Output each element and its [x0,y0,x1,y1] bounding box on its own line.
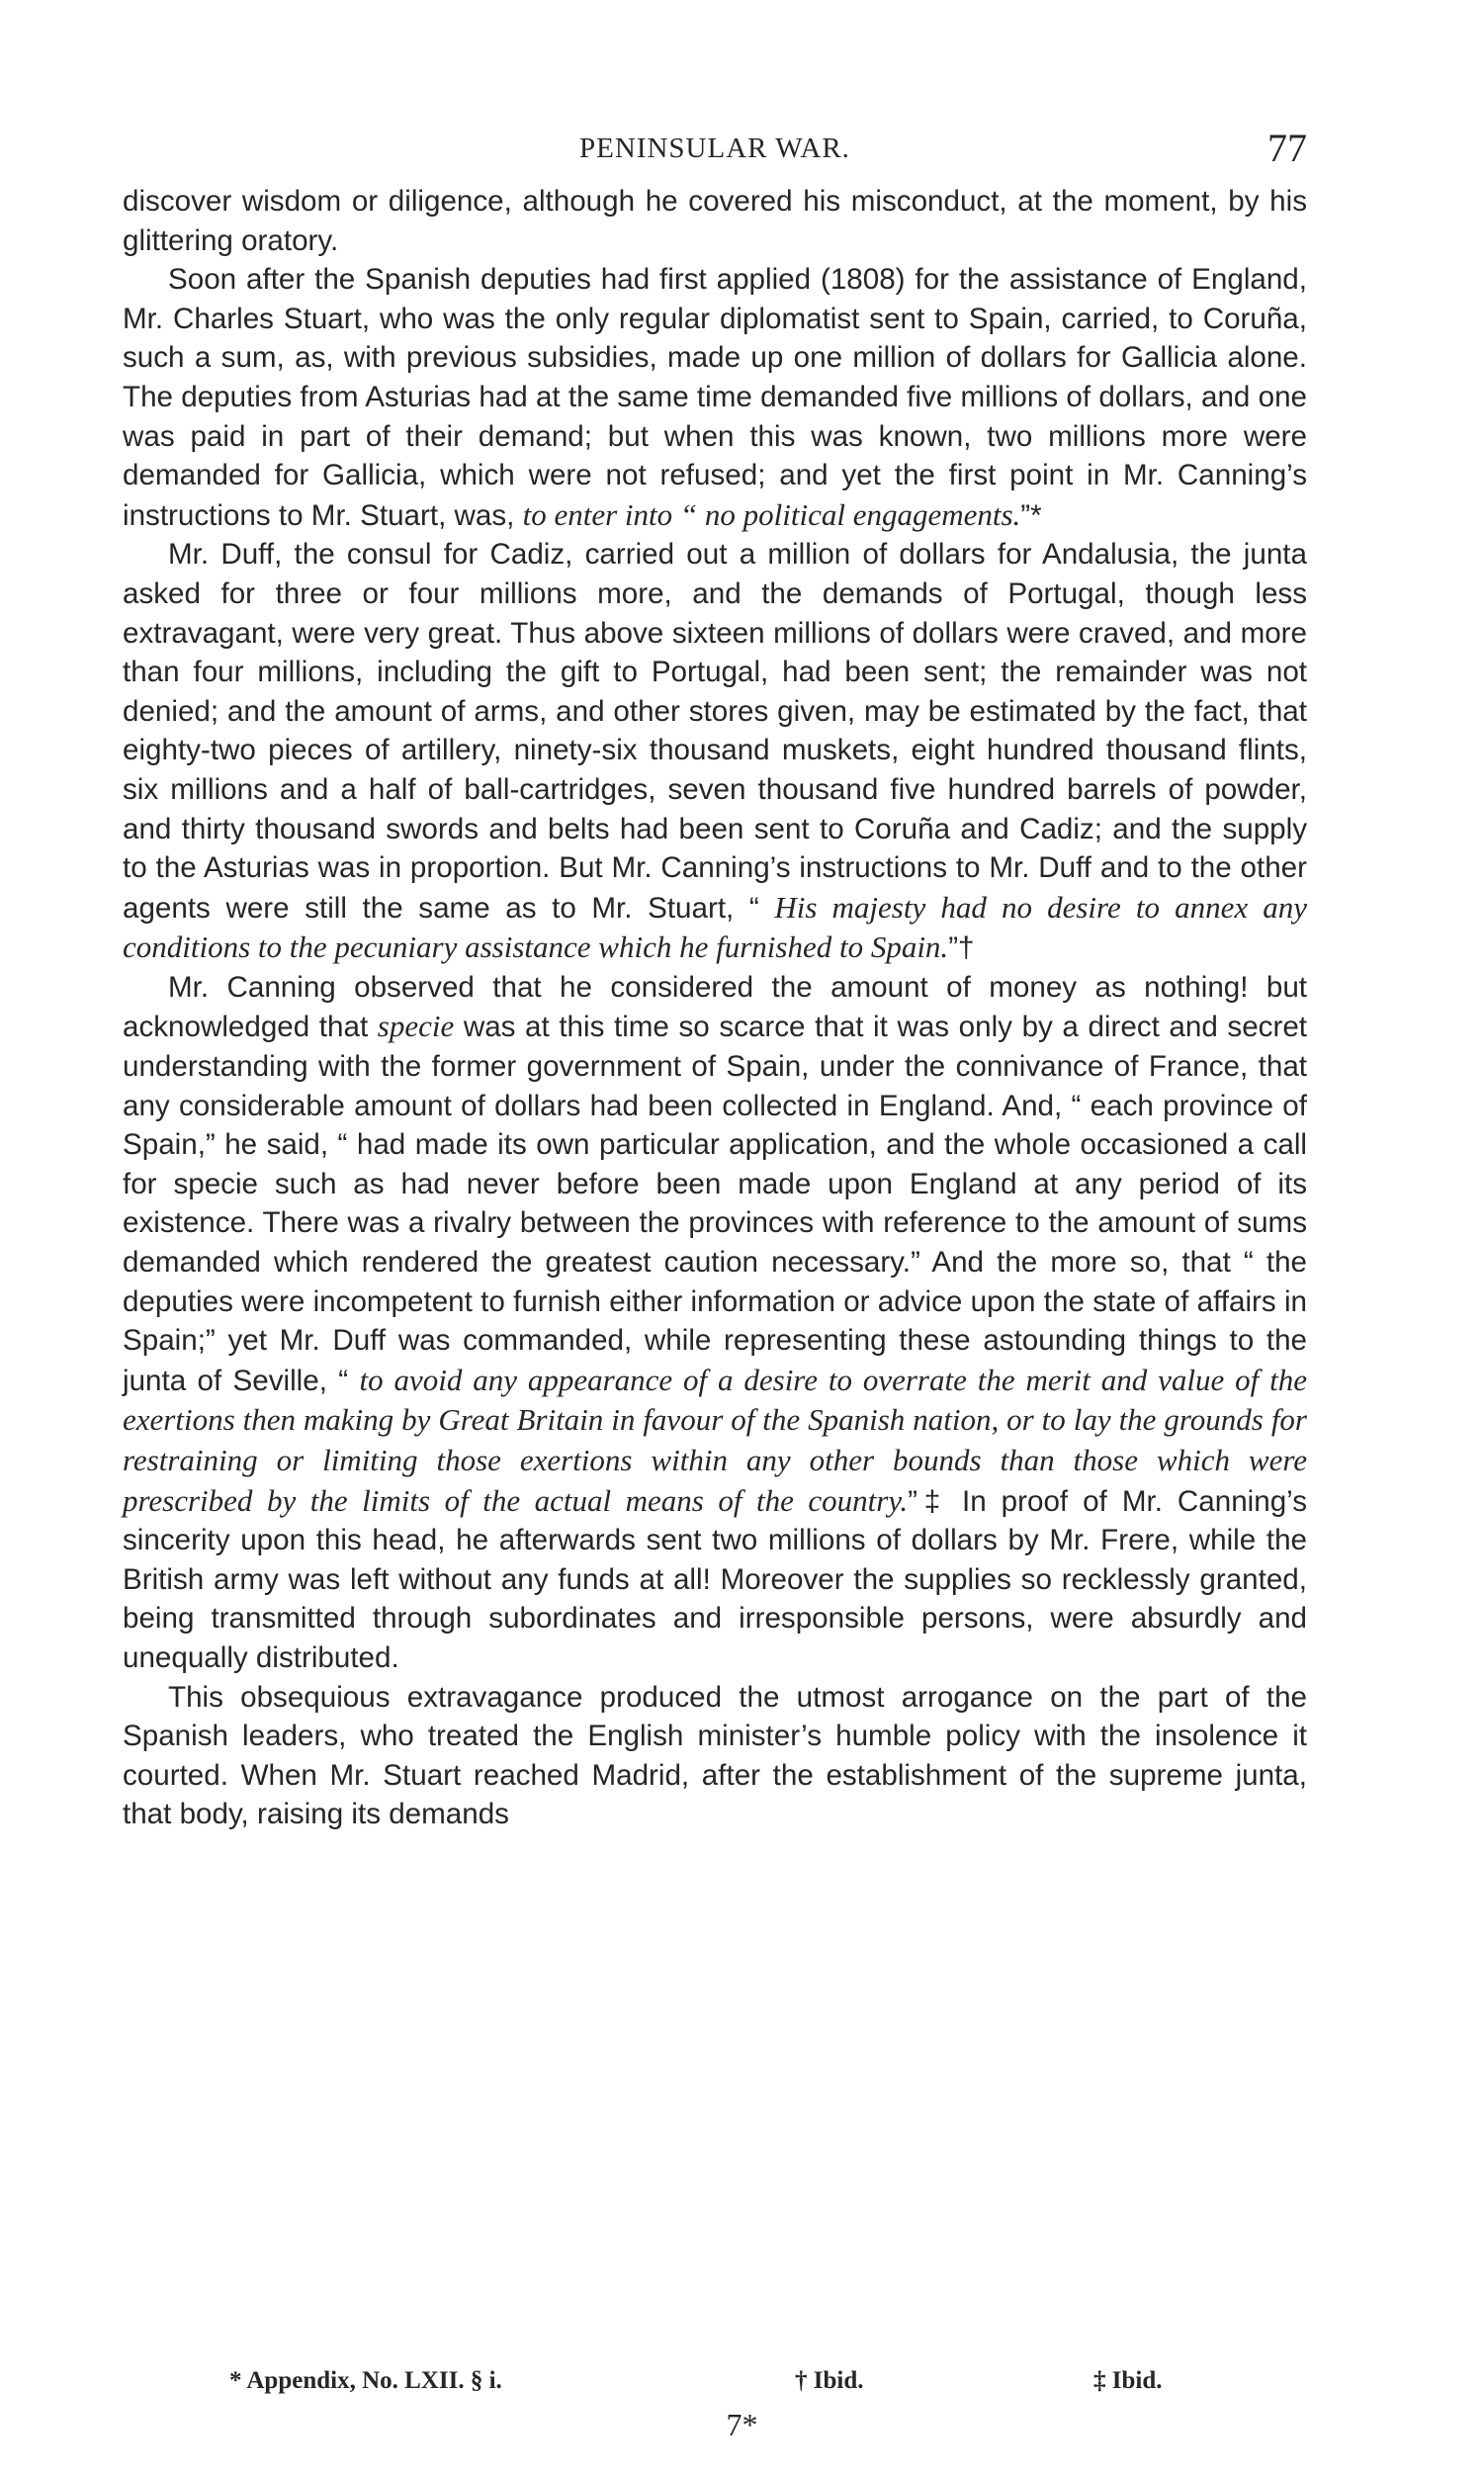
footnote-3: ‡ Ibid. [1093,2367,1163,2394]
page [123,119,1307,1834]
footnote-1: * Appendix, No. LXII. § i. [229,2367,502,2394]
paragraph-4-text-b: was at this time so scarce that it was only by a direct and secret understanding with the former government of Spain, under the connivance of France, that any considerable amount of dollars had been collected in England. And, “ each province of Spain,” he said, “ had made its own particular application, and the whole occasioned a call for specie such as had never before been made upon England at any period of its existence. There was a rivalry between the provinces with reference to the amount of sums demanded which rendered the greatest caution necessary.” And the more so, that “ the deputies were incompetent to furnish either information or advice upon the state of affairs in Spain;” yet Mr. Duff was commanded, while representing these astounding things to the junta of Seville, “ [123,1011,1307,1397]
paragraph-4-text-a: Mr. Canning observed that he considered the amount of money as nothing! but acknowledged that [123,970,1307,1044]
paragraph-2-italic: to enter into “ no political engagements. [522,496,1021,532]
paragraph-3-end: ”† [948,931,975,965]
signature-mark: 7* [726,2407,758,2442]
paragraph-4-italic-specie: specie [377,1009,455,1044]
paragraph-2-end: ”* [1020,498,1042,532]
paragraph-5 [123,1678,1307,1834]
running-head [123,119,1307,182]
paragraph-5-text: This obsequious extravagance produced the utmost arrogance on the part of the Spanish leaders, who treated the English minister’s humble policy with the insolence it courted. When Mr. Stuart reached Madrid, after the establishment of the supreme junta, that body, raising its demands [123,1680,1307,1831]
paragraph-3-text: Mr. Duff, the consul for Cadiz, carried out a million of dollars for Andalusia, the junta asked for three or four millions more, and the demands of Portugal, though less extravagant, were very great. Thus above sixteen millions of dollars were craved, and more than four millions, including the gift to Portugal, had been sent; the remainder was not denied; and the amount of arms, and other stores given, may be estimated by the fact, that eighty-two pieces of artillery, ninety-six thousand muskets, eight hundred thousand flints, six millions and a half of ball-cartridges, seven thousand five hundred barrels of powder, and thirty thousand swords and belts had been sent to Coruña and Cadiz; and the supply to the Asturias was in proportion. But Mr. Canning’s instructions to Mr. Duff and to the other agents were still the same as to Mr. Stuart, “ [123,538,1307,925]
paragraph-4-italic-quote: to avoid any appearance of a desire to overrate the merit and value of the exertions then making by Great Britain in favour of the Spanish nation, or to lay the grounds for restraining or limiting those exertions within any other bounds than those which were prescribed by the limits of the actual means of the country. [123,1362,1307,1518]
running-title: PENINSULAR WAR. [579,133,850,164]
page-number: 77 [1267,126,1307,170]
paragraph-3 [123,535,1307,968]
body-text [123,182,1307,1834]
paragraph-1 [123,182,1307,260]
paragraph-4 [123,968,1307,1678]
paragraph-2-text: Soon after the Spanish deputies had first applied (1808) for the assistance of England, Mr. Charles Stuart, who was the only regular diplomatist sent to Spain, carried, to Coruña, such a sum, as, with previous subsidies, made up one million of dollars for Gallicia alone. The deputies from Asturias had at the same time demanded five millions of dollars, and one was paid in part of their demand; but when this was known, two millions more were demanded for Gallicia, which were not refused; and yet the first point in Mr. Canning’s instructions to Mr. Stuart, was, [123,263,1307,532]
paragraph-4-text-c: ”‡ In proof of Mr. Canning’s sincerity upon this head, he afterwards sent two millions of dollars by Mr. Frere, while the British army was left without any funds at all! Moreover the supplies so recklessly granted, being transmitted through subordinates and irresponsible persons, were absurdly and unequally distributed. [123,1484,1307,1674]
footnote-2: † Ibid. [795,2367,864,2394]
paragraph-3-italic: His majesty had no desire to annex any conditions to the pecuniary assistance which he furnished to Spain. [123,889,1307,965]
paragraph-2 [123,260,1307,535]
paragraph-1-text: discover wisdom or diligence, although he covered his misconduct, at the moment, by his glittering oratory. [123,185,1307,257]
